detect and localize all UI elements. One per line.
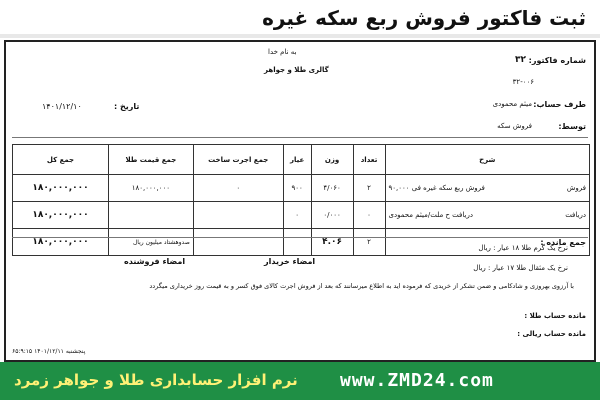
row-desc-cell (385, 202, 589, 229)
party-label: طرف حساب: (533, 100, 586, 109)
row-karat: ۰ (283, 202, 311, 229)
col-header-weight: وزن (311, 145, 353, 175)
info-divider (12, 137, 588, 138)
invoice-number-value: ۳۲ (515, 55, 526, 65)
thank-you-note: با آرزوی بهروزی و شادکامی و ضمن تشکر از خریدی که فرموده اید به اطلاع میرسانند که بعد از فروش اجرت کالای فوق کسر و به قیمت روز خریداری میگردد (149, 282, 574, 290)
summary-empty-karat (283, 229, 311, 256)
date-label: تاریخ : (114, 102, 140, 111)
table-row (13, 202, 590, 229)
footer-divider (12, 237, 588, 238)
invoice-items-table (12, 144, 590, 256)
summary-count: ۲ (353, 229, 385, 256)
date-value: ۱۴۰۱/۱۲/۱۰ (42, 102, 82, 111)
summary-label: جمع مانده : (385, 229, 589, 256)
software-name: نرم افزار حسابداری طلا و جواهر زمرد (14, 371, 298, 389)
col-header-count: تعداد (353, 145, 385, 175)
gold-gram-rate: نرخ یک گرم طلا ۱۸ عیار : ریال (478, 244, 568, 252)
invoice-code: ۳۲-۰۰۶ (512, 78, 534, 86)
summary-amount-words: صدوهشتاد میلیون ریال (108, 229, 193, 256)
buyer-signature-label: امضاء خریدار (264, 257, 316, 266)
invoice-document (4, 40, 596, 362)
col-header-total: جمع کل (13, 145, 109, 175)
row-desc-cell (385, 175, 589, 202)
party-value: میثم محمودی (492, 100, 532, 108)
col-header-wage: جمع اجرت ساخت (193, 145, 283, 175)
summary-empty-wage (193, 229, 283, 256)
invoice-number-label: شماره فاکتور: (528, 56, 586, 65)
row-weight: ۰/۰۰۰ (311, 202, 353, 229)
table-row (13, 175, 590, 202)
row-total: ۱۸۰,۰۰۰,۰۰۰ (13, 175, 109, 202)
shop-name: گالری طلا و جواهر (264, 66, 329, 74)
gold-balance-label: مانده حساب طلا : (524, 312, 586, 320)
col-header-desc: شرح (385, 145, 589, 175)
rial-balance-label: مانده حساب ریالی : (517, 330, 586, 338)
window-title: ثبت فاکتور فروش ربع سکه غیره (262, 6, 586, 30)
col-header-karat: عیار (283, 145, 311, 175)
summary-weight: ۴.۰۶ (311, 229, 353, 256)
website-url[interactable]: www.ZMD24.com (340, 370, 494, 391)
row-karat: ۹۰۰ (283, 175, 311, 202)
header-divider (0, 34, 600, 38)
row-type: دریافت (565, 211, 586, 219)
row-wage (193, 202, 283, 229)
seller-signature-label: امضاء فروشنده (124, 257, 186, 266)
table-header-row (13, 145, 590, 175)
bismillah-text: به نام خدا (268, 48, 297, 56)
by-value: فروش سکه (497, 122, 532, 130)
col-header-gold-price: جمع قیمت طلا (108, 145, 193, 175)
summary-total: ۱۸۰,۰۰۰,۰۰۰ (13, 229, 109, 256)
row-weight: ۴/۰۶۰ (311, 175, 353, 202)
row-total: ۱۸۰,۰۰۰,۰۰۰ (13, 202, 109, 229)
row-desc: فروش ربع سکه غیره فی ۹۰,۰۰۰ (388, 184, 485, 192)
row-gold: ۱۸۰,۰۰۰,۰۰۰ (108, 175, 193, 202)
promo-banner (0, 362, 600, 400)
row-type: فروش (566, 184, 586, 192)
row-desc: دریافت ح ملت/میثم محمودی (388, 211, 473, 219)
row-gold (108, 202, 193, 229)
window-header (0, 0, 600, 36)
row-count: ۰ (353, 202, 385, 229)
by-label: توسط: (558, 122, 586, 131)
row-count: ۲ (353, 175, 385, 202)
gold-mesghal-rate: نرخ یک مثقال طلا ۱۷ عیار : ریال (473, 264, 568, 272)
row-wage: ۰ (193, 175, 283, 202)
print-timestamp: پنجشنبه ۱۴۰۱/۱۲/۱۱ ۶۵:۹:۱۵ (12, 348, 86, 355)
